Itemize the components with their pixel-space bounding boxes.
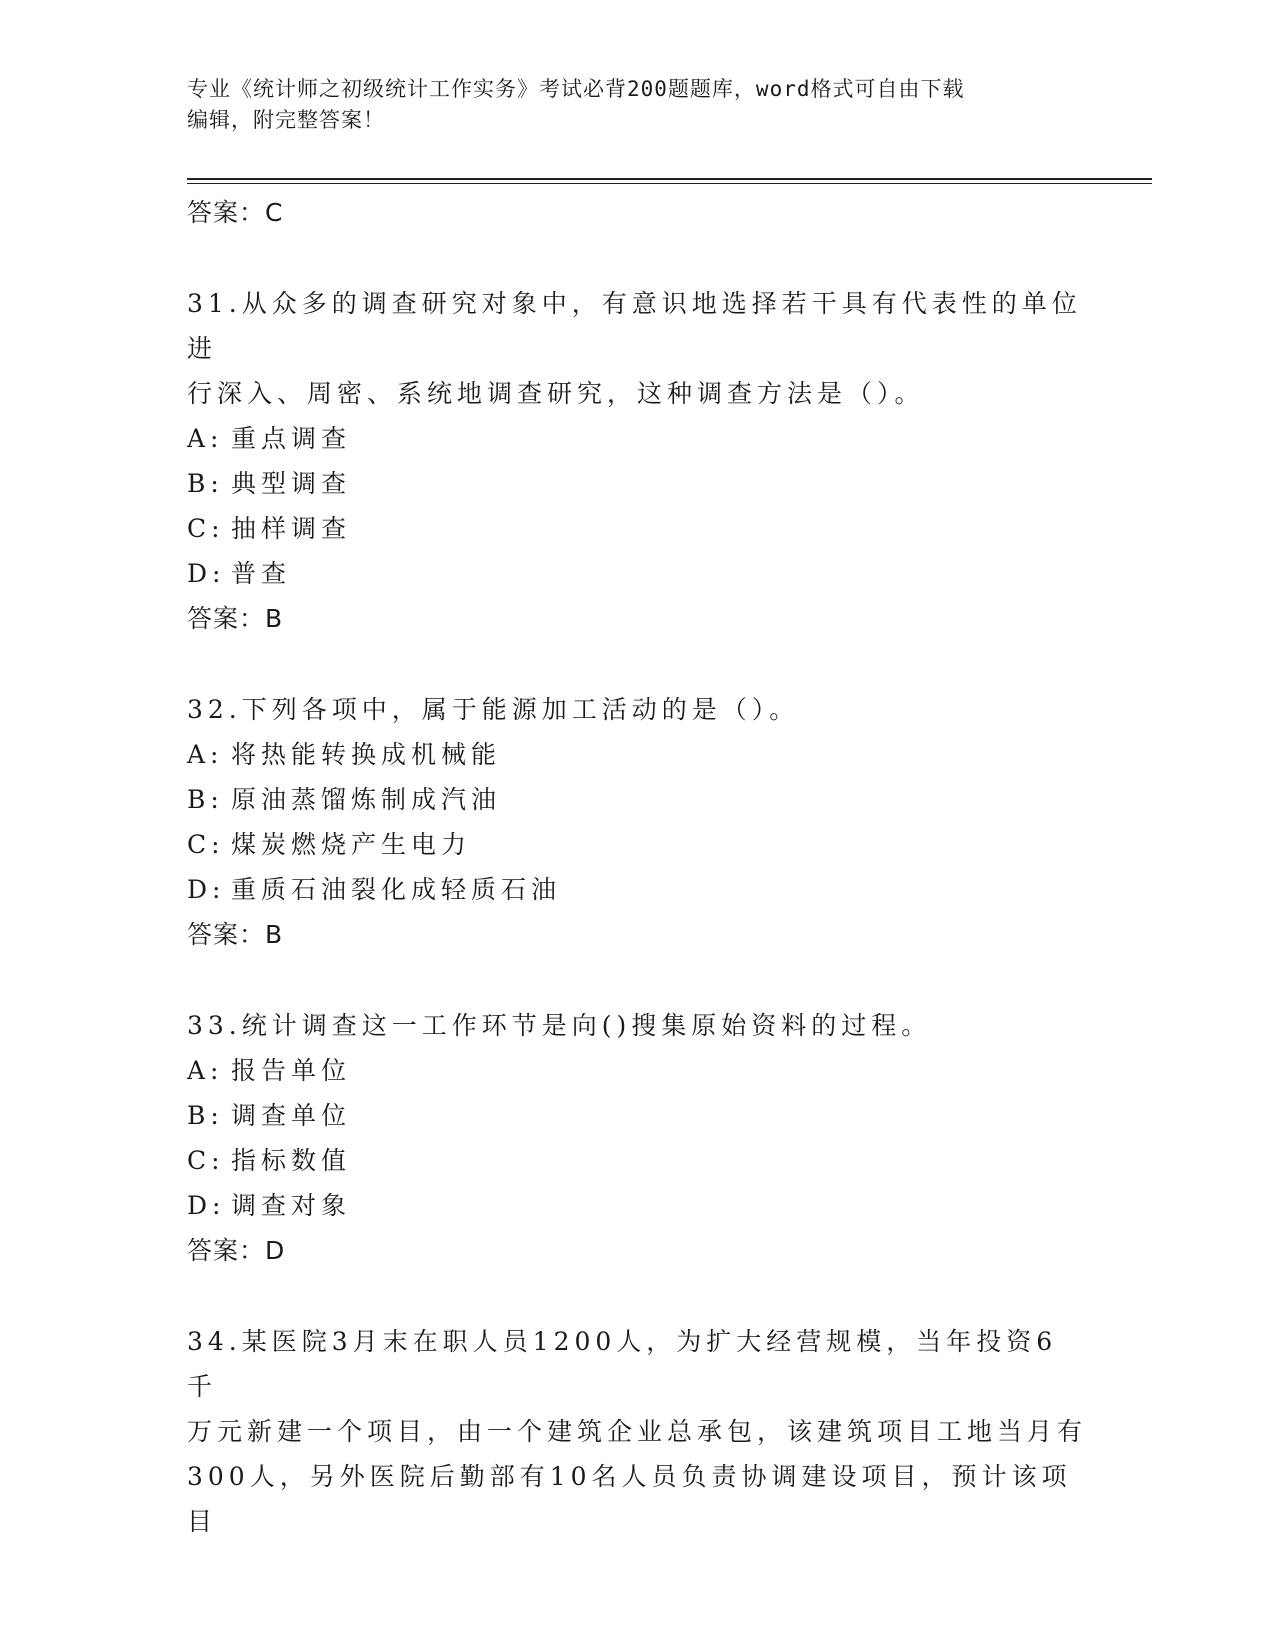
question-32-option-b <box>187 777 1087 822</box>
question-32 <box>187 687 1087 957</box>
option-text: 将热能转换成机械能 <box>231 740 502 769</box>
question-list <box>187 190 1087 1544</box>
option-key: A: <box>187 740 224 769</box>
option-text: 典型调查 <box>231 469 352 498</box>
question-32-option-d <box>187 867 1087 912</box>
option-key: B: <box>187 1101 224 1130</box>
option-key: B: <box>187 469 224 498</box>
question-34-stem-line-1: 34.某医院3月末在职人员1200人，为扩大经营规模，当年投资6千 <box>187 1327 1058 1401</box>
option-text: 原油蒸馏炼制成汽油 <box>231 785 502 814</box>
question-32-option-c <box>187 822 1087 867</box>
header-divider-thick <box>187 178 1152 180</box>
question-34 <box>187 1319 1087 1544</box>
question-31-option-c <box>187 506 1087 551</box>
question-33-option-d <box>187 1183 1087 1228</box>
header-line-1: 专业《统计师之初级统计工作实务》考试必背200题题库，word格式可自由下载 <box>187 77 965 101</box>
option-key: A: <box>187 424 224 453</box>
question-33-option-b <box>187 1093 1087 1138</box>
question-34-stem-line-3: 300人，另外医院后勤部有10名人员负责协调建设项目，预计该项目 <box>187 1462 1072 1536</box>
question-34-stem-line-2: 万元新建一个项目，由一个建筑企业总承包，该建筑项目工地当月有 <box>187 1417 1088 1446</box>
spacer <box>187 1273 1087 1319</box>
question-32-stem-line-1: 32.下列各项中，属于能源加工活动的是（）。 <box>187 695 800 724</box>
option-key: A: <box>187 1056 224 1085</box>
option-text: 重点调查 <box>231 424 352 453</box>
option-text: 报告单位 <box>231 1056 352 1085</box>
option-key: D: <box>187 1191 226 1220</box>
question-33-option-a <box>187 1048 1087 1093</box>
question-33-answer: 答案：D <box>187 1236 286 1265</box>
question-33 <box>187 1003 1087 1273</box>
question-31-stem-line-2: 行深入、周密、系统地调查研究，这种调查方法是（）。 <box>187 379 925 408</box>
option-text: 抽样调查 <box>231 514 352 543</box>
header-divider-thin <box>187 183 1152 184</box>
spacer <box>187 957 1087 1003</box>
previous-answer: 答案：C <box>187 198 284 227</box>
question-32-answer: 答案：B <box>187 920 284 949</box>
option-text: 重质石油裂化成轻质石油 <box>231 875 562 904</box>
option-key: B: <box>187 785 224 814</box>
question-31-answer: 答案：B <box>187 604 284 633</box>
option-text: 普查 <box>231 559 292 588</box>
option-text: 煤炭燃烧产生电力 <box>231 830 472 859</box>
question-32-option-a <box>187 732 1087 777</box>
option-key: D: <box>187 875 226 904</box>
question-31-stem-line-1: 31.从众多的调查研究对象中，有意识地选择若干具有代表性的单位进 <box>187 289 1082 363</box>
option-text: 调查单位 <box>231 1101 352 1130</box>
question-31-option-d <box>187 551 1087 596</box>
question-33-stem-line-1: 33.统计调查这一工作环节是向()搜集原始资料的过程。 <box>187 1011 932 1040</box>
option-key: D: <box>187 559 226 588</box>
document-header <box>187 74 1067 136</box>
option-key: C: <box>187 1146 225 1175</box>
question-31-option-a <box>187 416 1087 461</box>
option-text: 指标数值 <box>231 1146 352 1175</box>
option-key: C: <box>187 514 225 543</box>
question-31 <box>187 281 1087 641</box>
option-key: C: <box>187 830 225 859</box>
option-text: 调查对象 <box>231 1191 352 1220</box>
spacer <box>187 235 1087 281</box>
question-33-option-c <box>187 1138 1087 1183</box>
header-line-2: 编辑，附完整答案！ <box>187 108 385 132</box>
spacer <box>187 641 1087 687</box>
question-31-option-b <box>187 461 1087 506</box>
